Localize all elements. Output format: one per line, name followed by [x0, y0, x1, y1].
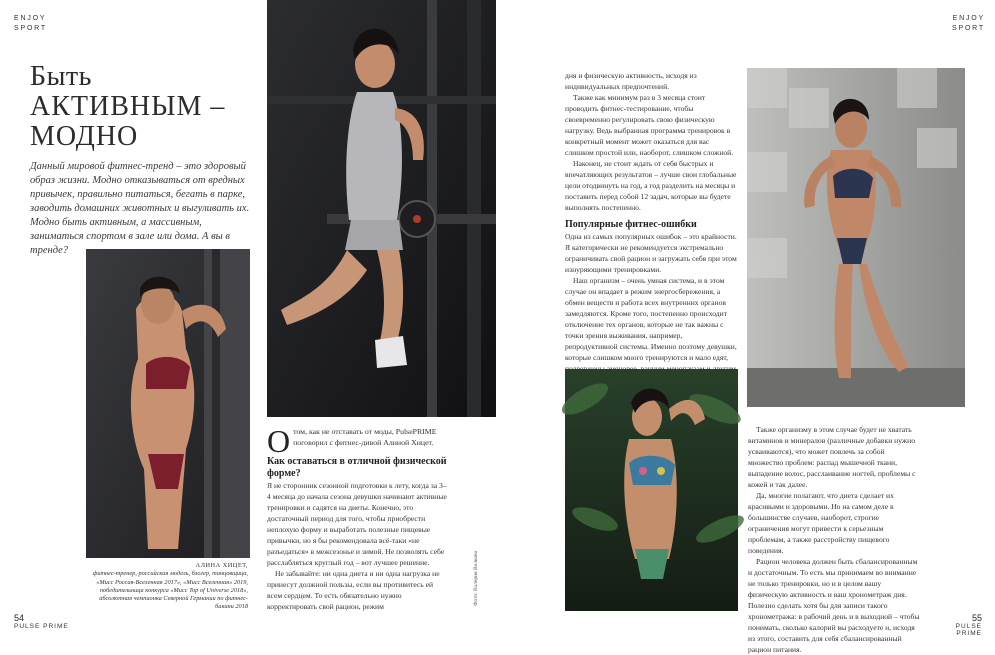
caption-text: фитнес-тренер, российская модель, блогер, танцовщица, «Мисс Россия-Вселенная 2017», «Мисс Вселенная» 2019, победительница конкурса «Мисс Top of Universe 2018», абсолютная чемпионка Северной Германии по фитнес-бикини 2018	[92, 570, 248, 611]
intro-paragraph	[267, 423, 447, 459]
drop-cap: О	[267, 423, 291, 459]
photo-caption	[84, 562, 248, 612]
photo-blue-bikini	[747, 68, 965, 407]
page-number: 54	[14, 613, 25, 623]
title-line-2: АКТИВНЫМ –	[30, 91, 226, 122]
section-label-line1: ENJOY	[952, 15, 985, 22]
photo-tropical-bikini	[565, 369, 738, 611]
article-title	[30, 62, 270, 152]
paragraph: Также организму в этом случае будет не хватать витаминов и минералов (различные добавки нужно усваиваются), что может повлечь за собой множество проблем: распад мышечной ткани, выпадение волос, расслаивание ногтей, проблемы с кожей и так далее.	[748, 425, 916, 489]
paragraph: Также как минимум раз в 3 месяца стоит проводить фитнес-тестирование, чтобы своевременно регулировать свою физическую нагрузку. Ведь выбранная программа тренировок в конкретный момент может оказаться для вас слишком простой или, наоборот, слишком сложной.	[565, 93, 734, 157]
section-label-right	[952, 14, 985, 34]
section-label-line1: ENJOY	[14, 15, 47, 22]
photo-credit: Фото: Валерия Волкова	[473, 550, 479, 606]
section-heading-mistakes: Популярные фитнес-ошибки	[565, 219, 697, 230]
right-column-2	[748, 424, 920, 655]
photo-red-bikini-illustration	[86, 249, 250, 558]
section-label-line2: SPORT	[14, 25, 47, 32]
caption-name: АЛИНА ХИЦЕТ,	[195, 562, 248, 569]
paragraph: Я не сторонник сезонной подготовки к лету, когда за 3–4 месяца до начала сезона девушки начинают активные тренировки и садятся на диеты. Конечно, это достаточный период для того, чтобы приобрести неплохую форму и выработать полезные пищевые привычки, но я бы рекомендовала всё-таки «не разъедаться» в межсезонье и зимой. Не позволять себе расслабляться круглый год – вот лучшее решение.	[267, 481, 447, 567]
photo-gym-illustration	[267, 0, 496, 417]
paragraph: Да, многие полагают, что диета сделает их красивыми и здоровыми. Но на самом деле в большинстве случаев, наоборот, строгие ограничения могут привести к серьезным проблемам, а также расстройству пищевого поведения.	[748, 491, 894, 555]
section-label-left	[14, 14, 47, 34]
photo-red-bikini	[86, 249, 250, 558]
paragraph: Одна из самых популярных ошибок – это крайности. Я категорически не рекомендуется экстремально ограничивать свой рацион и загружать себя при этом изнуряющими тренировками.	[565, 232, 737, 274]
middle-column	[267, 423, 447, 612]
title-line-3: МОДНО	[30, 121, 139, 152]
right-column-1	[565, 70, 737, 385]
magazine-name: PULSE PRIME	[14, 623, 69, 630]
magazine-name: PULSE PRIME	[955, 623, 982, 637]
section-label-line2: SPORT	[952, 25, 985, 32]
page-number: 55	[971, 613, 982, 623]
paragraph: Наконец, не стоит ждать от себя быстрых и впечатляющих результатов – лучше свои глобальные цели отодвинуть на год, а год разделить на месяцы и поставить перед собой 12 задач, которые вы будете выполнять постепенно.	[565, 159, 737, 212]
paragraph: Рацион человека должен быть сбалансированным и достаточным. То есть мы принимаем во внимание не только тренировки, но и в целом вашу физическую активность и ваш хронометраж дня. Полезно сделать хотя бы для записи такого хронометража: в рабочий день и в выходной – чтобы понимать, сколько калорий вы расходуете и, исходя из этого, составить для себя сбалансированный рацион питания.	[748, 557, 920, 654]
footer-right	[934, 613, 982, 637]
photo-tropical-illustration	[565, 369, 738, 611]
photo-blue-bikini-illustration	[747, 68, 965, 407]
photo-gym-grey-outfit	[267, 0, 496, 417]
section-heading-form: Как оставаться в отличной физической форме?	[267, 456, 447, 479]
footer-left	[14, 613, 69, 630]
article-lead: Данный мировой фитнес-тренд – это здоровый образ жизни. Модно отказываться от вредных привычек, правильно питаться, бегать в парке, заводить домашних животных и выгуливать их. Модно быть активным, а массивным, заниматься спортом в зале или дома. А вы в тренде?	[30, 161, 250, 256]
intro-text: том, как не отставать от моды, PulsePRIME поговорил с фитнес-дивой Алиной Хицет.	[293, 427, 437, 447]
title-line-1: Быть	[30, 61, 92, 92]
paragraph: дня и физическую активность, исходя из индивидуальных предпочтений.	[565, 71, 697, 91]
paragraph: Наш организм – очень умная система, и в этом случае он впадает в режим энергосбережения, а обмен веществ и работа всех внутренних органов замедляются. Кроме того, постепенно происходит отключение тех органов, которые не так важны с точки зрения выживания, например, репродуктивной системы. Именно поэтому девушки, которые слишком много тренируются и мало едят,	[565, 276, 737, 362]
paragraph: Не забывайте: ни одна диета и ни одна нагрузка не принесут должной пользы, если вы противитесь ей всем сердцем. То есть обязательно нужно корректировать свой рацион, режим	[267, 569, 440, 611]
